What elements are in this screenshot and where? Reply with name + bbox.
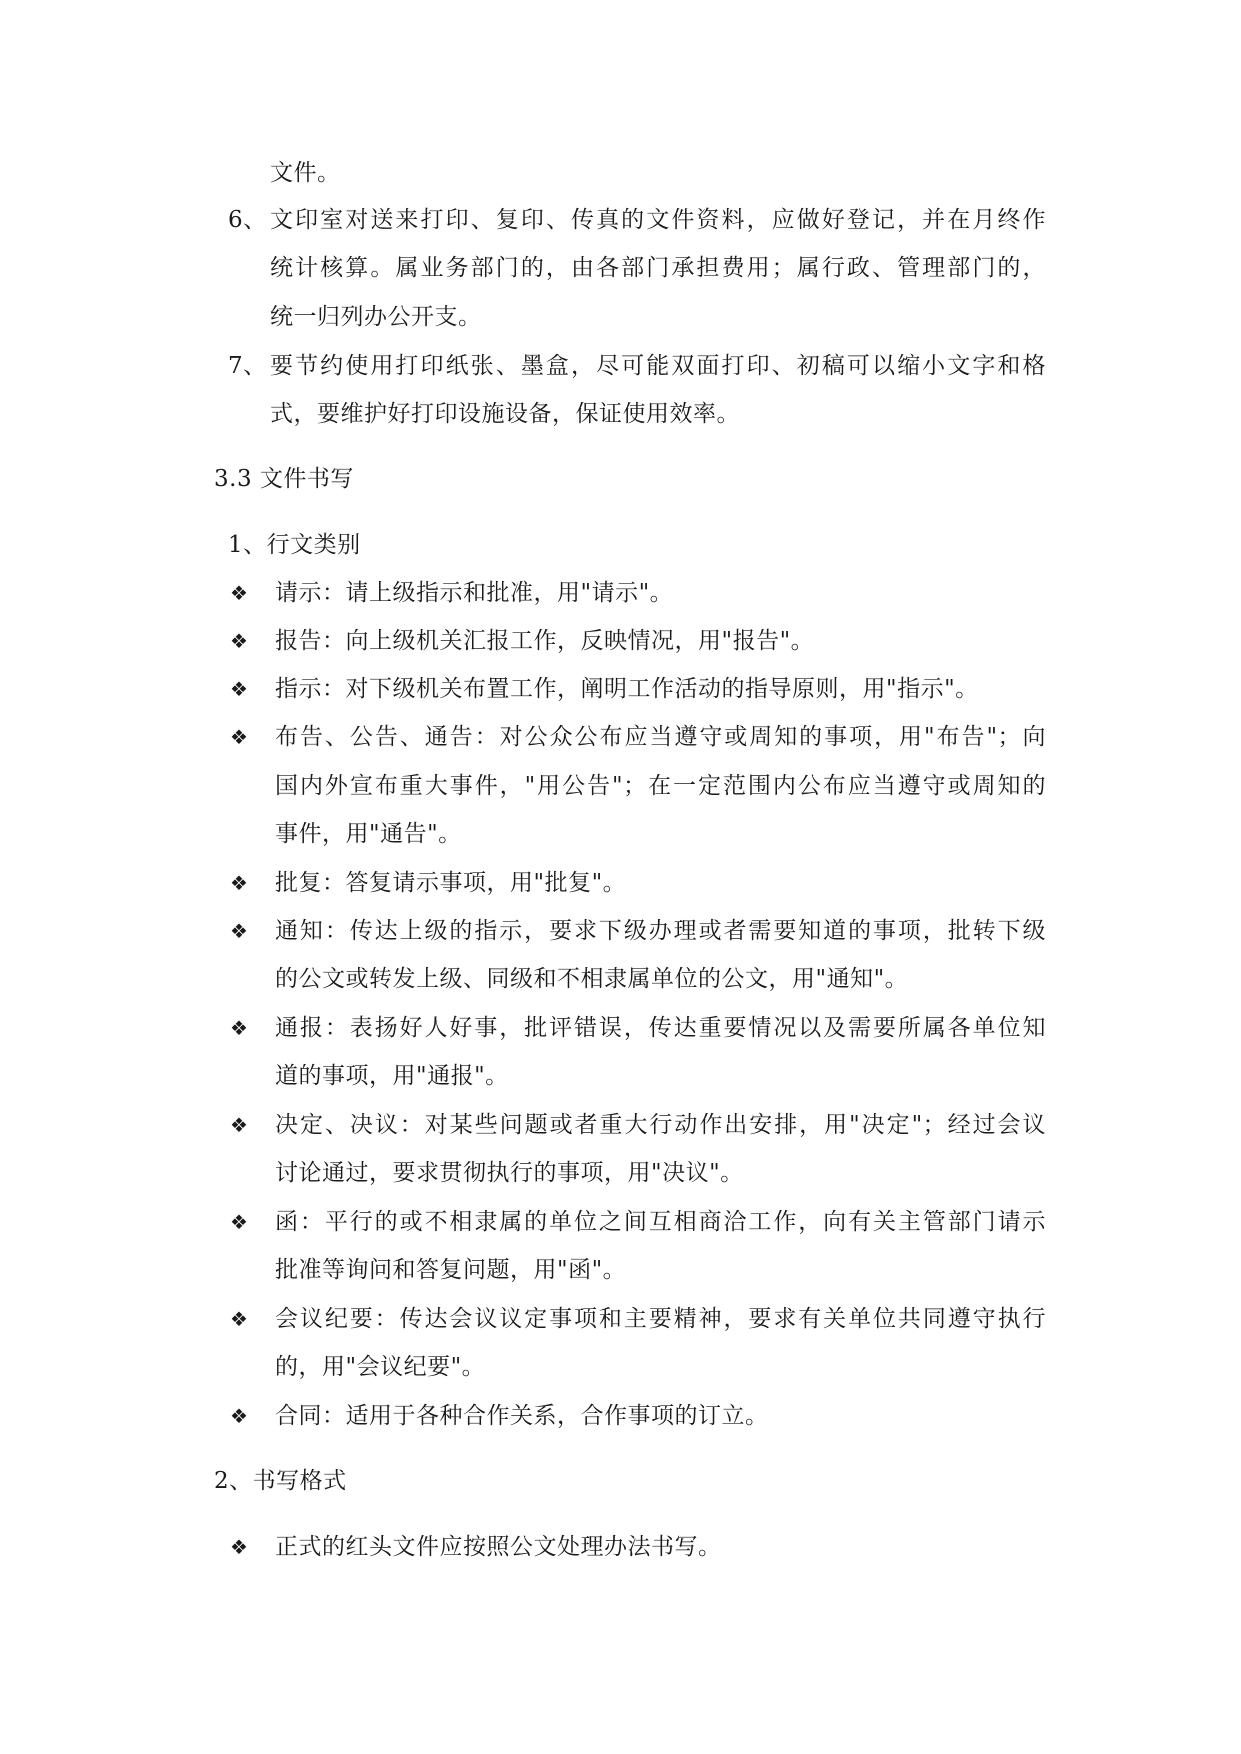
- list-item-6-line-1: 文印室对送来打印、复印、传真的文件资料，应做好登记，并在月终作: [270, 207, 1046, 233]
- list-item-5-continuation: 文件。: [270, 160, 341, 186]
- bullet-item-tongbao-line-1: 通报：表扬好人好事，批评错误，传达重要情况以及需要所属各单位知: [275, 1015, 1046, 1041]
- bullet-icon: ❖: [230, 1535, 248, 1559]
- bullet-icon: ❖: [230, 919, 248, 943]
- bullet-item-tongzhi-line-2: 的公文或转发上级、同级和不相隶属单位的公文，用"通知"。: [275, 966, 909, 992]
- bullet-icon: ❖: [230, 1404, 248, 1428]
- bullet-icon: ❖: [230, 1016, 248, 1040]
- bullet-icon: ❖: [230, 1307, 248, 1331]
- bullet-item-hetong: 合同：适用于各种合作关系，合作事项的订立。: [275, 1403, 769, 1429]
- bullet-icon: ❖: [230, 629, 248, 653]
- bullet-icon: ❖: [230, 725, 248, 749]
- list-item-7-line-2: 式，要维护好打印设施设备，保证使用效率。: [270, 401, 740, 427]
- bullet-item-bugao-line-3: 事件，用"通告"。: [275, 821, 462, 847]
- list-item-7-line-1: 要节约使用打印纸张、墨盒，尽可能双面打印、初稿可以缩小文字和格: [270, 353, 1046, 379]
- bullet-item-bugao-line-1: 布告、公告、通告：对公众公布应当遵守或周知的事项，用"布告"；向: [275, 724, 1046, 750]
- bullet-item-bugao-line-2: 国内外宣布重大事件，"用公告"；在一定范围内公布应当遵守或周知的: [275, 773, 1046, 799]
- bullet-item-han-line-1: 函：平行的或不相隶属的单位之间互相商洽工作，向有关主管部门请示: [275, 1209, 1046, 1235]
- bullet-item-zhishi: 指示：对下级机关布置工作，阐明工作活动的指导原则，用"指示"。: [275, 676, 979, 702]
- bullet-item-jueding-line-1: 决定、决议：对某些问题或者重大行动作出安排，用"决定"；经过会议: [275, 1112, 1046, 1138]
- bullet-item-qingshi: 请示：请上级指示和批准，用"请示"。: [275, 580, 674, 606]
- bullet-item-pifu: 批复：答复请示事项，用"批复"。: [275, 870, 627, 896]
- bullet-item-baogao: 报告：向上级机关汇报工作，反映情况，用"报告"。: [275, 628, 815, 654]
- bullet-item-tongzhi-line-1: 通知：传达上级的指示，要求下级办理或者需要知道的事项，批转下级: [275, 918, 1046, 944]
- subheading-writing-format: 2、书写格式: [214, 1468, 347, 1494]
- bullet-item-jueding-line-2: 讨论通过，要求贯彻执行的事项，用"决议"。: [275, 1160, 744, 1186]
- bullet-item-red-header-file: 正式的红头文件应按照公文处理办法书写。: [275, 1534, 722, 1560]
- bullet-item-huiyijiyao-line-2: 的，用"会议纪要"。: [275, 1354, 486, 1380]
- bullet-icon: ❖: [230, 677, 248, 701]
- list-item-6-line-2: 统计核算。属业务部门的，由各部门承担费用；属行政、管理部门的，: [270, 255, 1046, 281]
- bullet-icon: ❖: [230, 581, 248, 605]
- subheading-document-types: 1、行文类别: [228, 532, 361, 558]
- section-heading-3-3: 3.3 文件书写: [214, 466, 354, 492]
- bullet-item-huiyijiyao-line-1: 会议纪要：传达会议议定事项和主要精神，要求有关单位共同遵守执行: [275, 1306, 1046, 1332]
- list-number-6: 6、: [228, 207, 267, 233]
- bullet-icon: ❖: [230, 871, 248, 895]
- bullet-icon: ❖: [230, 1113, 248, 1137]
- list-number-7: 7、: [228, 353, 267, 379]
- bullet-item-han-line-2: 批准等询问和答复问题，用"函"。: [275, 1257, 627, 1283]
- bullet-item-tongbao-line-2: 道的事项，用"通报"。: [275, 1063, 509, 1089]
- list-item-6-line-3: 统一归列办公开支。: [270, 304, 482, 330]
- bullet-icon: ❖: [230, 1210, 248, 1234]
